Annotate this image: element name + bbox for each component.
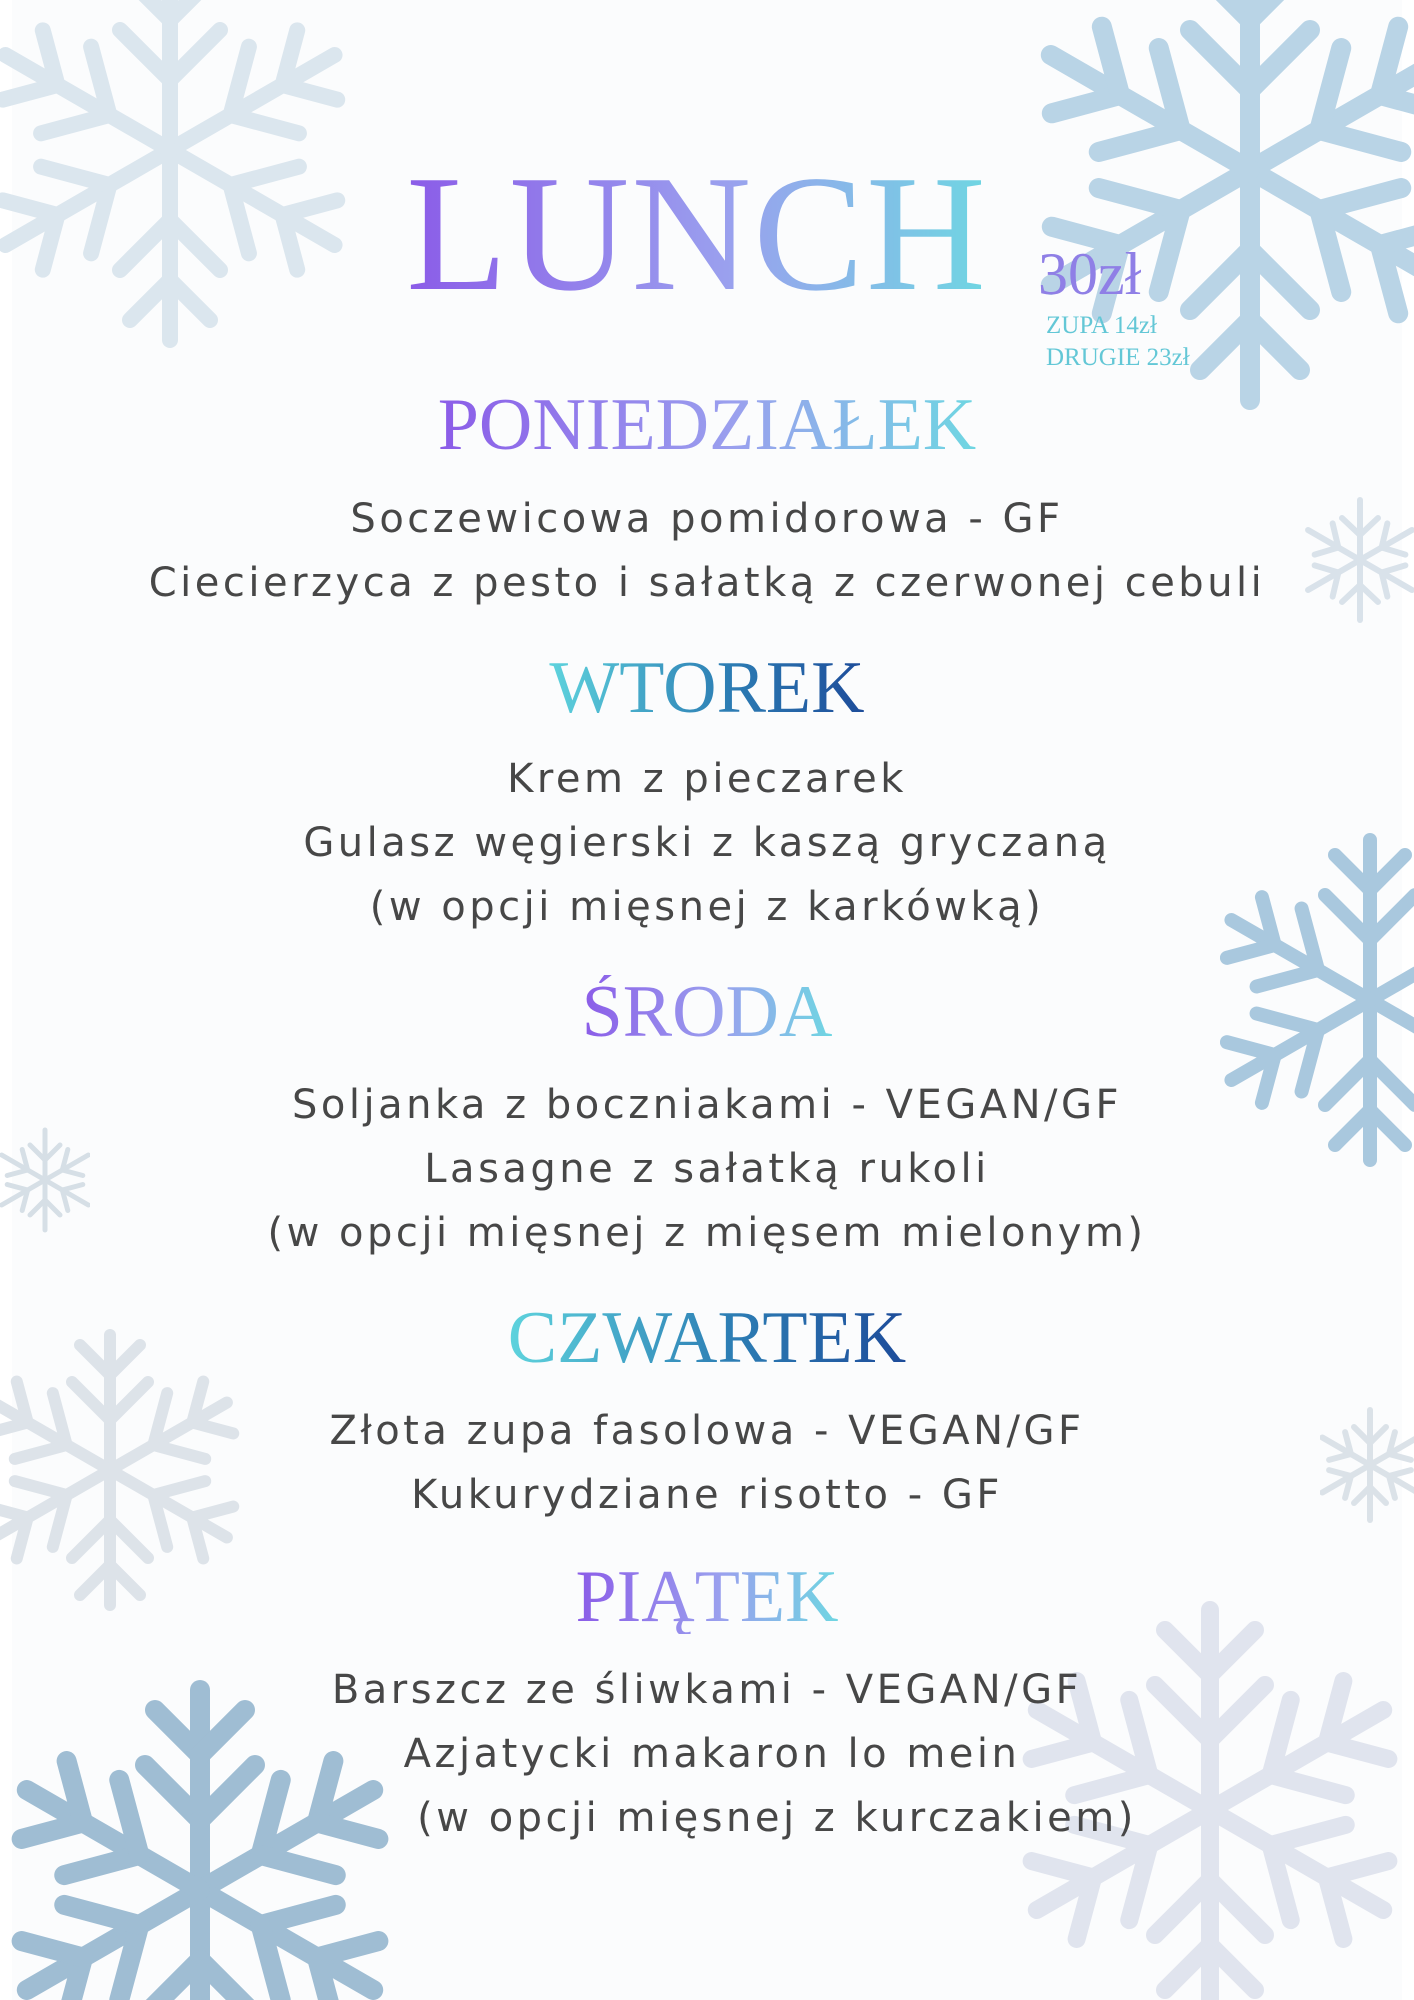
menu-item: Gulasz węgierski z kaszą gryczaną [303, 820, 1111, 866]
day-heading-wednesday [0, 971, 1414, 1053]
set-price: 30zł [1038, 241, 1142, 307]
day-name: CZWARTEK [507, 1297, 907, 1379]
page-title [0, 141, 1414, 325]
day-name: PIĄTEK [575, 1556, 839, 1638]
menu-item: (w opcji mięsnej z kurczakiem) [417, 1795, 1137, 1841]
menu-item: (w opcji mięsnej z karkówką) [369, 884, 1045, 930]
snowflake-bottom-left-icon [0, 1680, 440, 2000]
menu-item: Soczewicowa pomidorowa - GF [350, 496, 1064, 542]
menu-item: Kukurydziane risotto - GF [411, 1472, 1003, 1518]
menu-item: Barszcz ze śliwkami - VEGAN/GF [331, 1667, 1083, 1713]
day-name: WTOREK [549, 647, 865, 729]
menu-item: Krem z pieczarek [507, 756, 907, 802]
soup-price: ZUPA 14zł [1046, 312, 1157, 339]
day-heading-friday [0, 1556, 1414, 1638]
title-text: LUNCH [406, 141, 988, 325]
day-heading-monday [0, 384, 1414, 466]
day-heading-tuesday [0, 647, 1414, 729]
day-heading-thursday [0, 1297, 1414, 1379]
main-course-price: DRUGIE 23zł [1046, 344, 1190, 371]
day-name: ŚRODA [581, 971, 833, 1053]
menu-item: Ciecierzyca z pesto i sałatką z czerwonej cebuli [148, 560, 1266, 606]
menu-item: Azjatycki makaron lo mein [403, 1731, 1021, 1777]
menu-item: Lasagne z sałatką rukoli [424, 1146, 990, 1192]
menu-item: Złota zupa fasolowa - VEGAN/GF [329, 1408, 1085, 1454]
day-name: PONIEDZIAŁEK [437, 384, 977, 466]
menu-item: (w opcji mięsnej z mięsem mielonym) [267, 1210, 1147, 1256]
menu-item: Soljanka z boczniakami - VEGAN/GF [292, 1082, 1122, 1128]
